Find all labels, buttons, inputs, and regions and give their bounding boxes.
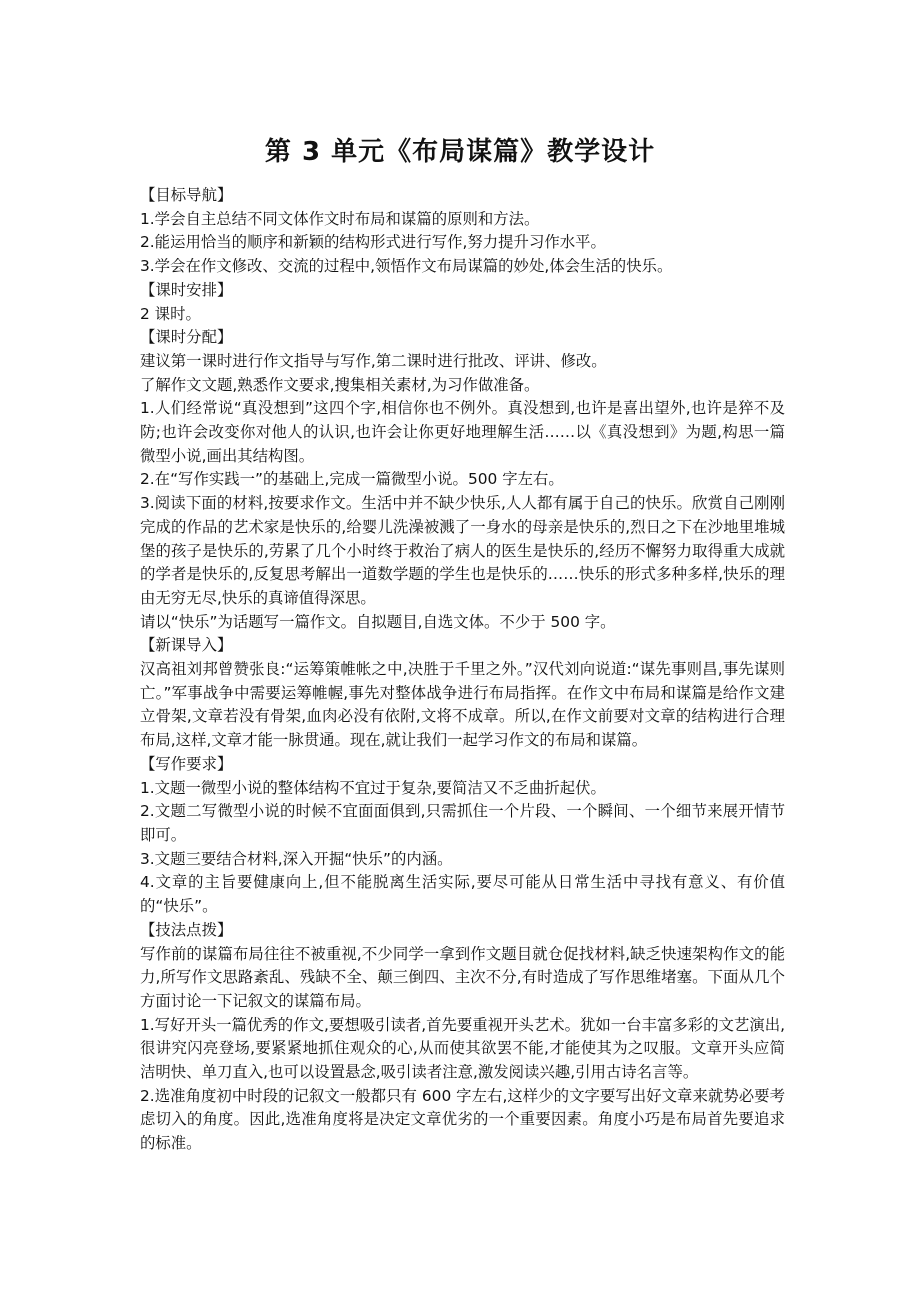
- section-heading-techniques: 【技法点拨】: [140, 920, 233, 939]
- paragraph: 汉高祖刘邦曾赞张良:“运筹策帷帐之中,决胜于千里之外。”汉代刘向说道:“谋先事则昌,事先谋则亡。”军事战争中需要运筹帷幄,事先对整体战争进行布局指挥。在作文中布局和谋篇是给作文建立骨架,文章若没有骨架,血肉必没有依附,文将不成章。所以,在作文前要对文章的结构进行合理布局,这样,文章才能一脉贯通。现在,就让我们一起学习作文的布局和谋篇。: [140, 660, 785, 750]
- paragraph: 1.写好开头一篇优秀的作文,要想吸引读者,首先要重视开头艺术。犹如一台丰富多彩的文艺演出,很讲究闪亮登场,要紧紧地抓住观众的心,从而使其欲罢不能,才能使其为之叹服。文章开头应简洁明快、单刀直入,也可以设置悬念,吸引读者注意,激发阅读兴趣,引用古诗名言等。: [140, 1015, 785, 1082]
- document-body: [140, 184, 785, 1156]
- section-heading-allocation: 【课时分配】: [140, 328, 233, 347]
- paragraph: 2.在“写作实践一”的基础上,完成一篇微型小说。500 字左右。: [140, 470, 564, 489]
- paragraph: 2.能运用恰当的顺序和新颖的结构形式进行写作,努力提升习作水平。: [140, 233, 606, 252]
- paragraph: 1.学会自主总结不同文体作文时布局和谋篇的原则和方法。: [140, 209, 540, 228]
- paragraph: 2.文题二写微型小说的时候不宜面面俱到,只需抓住一个片段、一个瞬间、一个细节来展开情节即可。: [140, 802, 785, 844]
- paragraph: 了解作文文题,熟悉作文要求,搜集相关素材,为习作做准备。: [140, 375, 540, 394]
- paragraph: 建议第一课时进行作文指导与写作,第二课时进行批改、评讲、修改。: [140, 351, 607, 370]
- paragraph: 请以“快乐”为话题写一篇作文。自拟题目,自选文体。不少于 500 字。: [140, 612, 616, 631]
- paragraph: 2.选准角度初中时段的记叙文一般都只有 600 字左右,这样少的文字要写出好文章来就势必要考虑切入的角度。因此,选准角度将是决定文章优劣的一个重要因素。角度小巧是布局首先要追求的标准。: [140, 1086, 785, 1153]
- section-heading-requirements: 【写作要求】: [140, 754, 233, 773]
- paragraph: 写作前的谋篇布局往往不被重视,不少同学一拿到作文题目就仓促找材料,缺乏快速架构作文的能力,所写作文思路紊乱、残缺不全、颠三倒四、主次不分,有时造成了写作思维堵塞。下面从几个方面讨论一下记叙文的谋篇布局。: [140, 944, 785, 1010]
- paragraph: 1.文题一微型小说的整体结构不宜过于复杂,要简洁又不乏曲折起伏。: [140, 778, 606, 797]
- section-heading-goals: 【目标导航】: [140, 186, 233, 204]
- paragraph: 4.文章的主旨要健康向上,但不能脱离生活实际,要尽可能从日常生活中寻找有意义、有价值的“快乐”。: [140, 873, 785, 916]
- section-heading-intro: 【新课导入】: [140, 636, 233, 655]
- paragraph: 3.阅读下面的材料,按要求作文。生活中并不缺少快乐,人人都有属于自己的快乐。欣赏自己刚刚完成的作品的艺术家是快乐的,给婴儿洗澡被溅了一身水的母亲是快乐的,烈日之下在沙地里堆城堡的孩子是快乐的,劳累了几个小时终于救治了病人的医生是快乐的,经历不懈努力取得重大成就的学者是快乐的,反复思考解出一道数学题的学生也是快乐的……快乐的形式多种多样,快乐的理由无穷无尽,快乐的真谛值得深思。: [140, 494, 785, 607]
- paragraph: 1.人们经常说“真没想到”这四个字,相信你也不例外。真没想到,也许是喜出望外,也许是猝不及防;也许会改变你对他人的认识,也许会让你更好地理解生活……以《真没想到》为题,构思一篇微型小说,画出其结构图。: [140, 399, 785, 465]
- paragraph: 3.学会在作文修改、交流的过程中,领悟作文布局谋篇的妙处,体会生活的快乐。: [140, 257, 673, 276]
- document-title: 第 3 单元《布局谋篇》教学设计: [264, 137, 656, 167]
- section-heading-schedule: 【课时安排】: [140, 280, 233, 299]
- paragraph: 3.文题三要结合材料,深入开掘“快乐”的内涵。: [140, 849, 453, 868]
- paragraph: 2 课时。: [140, 304, 201, 323]
